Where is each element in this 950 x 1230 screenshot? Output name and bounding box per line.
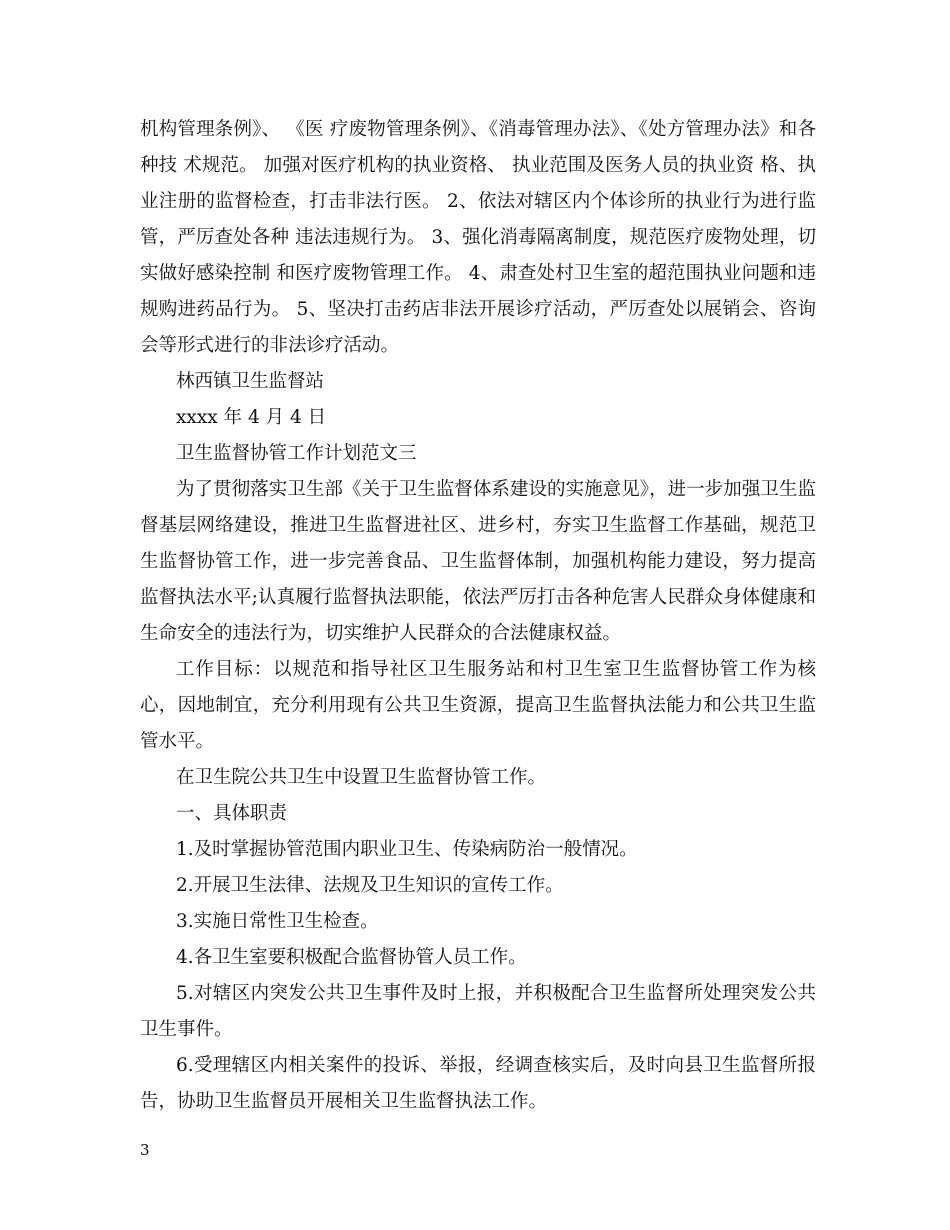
paragraph-setup: 在卫生院公共卫生中设置卫生监督协管工作。 [176, 767, 547, 788]
duty-item-1: 1.及时掌握协管范围内职业卫生、传染病防治一般情况。 [176, 839, 638, 860]
signature-organization: 林西镇卫生监督站 [176, 371, 325, 392]
paragraph-work-goal: 工作目标：以规范和指导社区卫生服务站和村卫生室卫生监督协管工作为核心，因地制宜，充分利用现有公共卫生资源，提高卫生监督执法能力和公共卫生监管水平。 [140, 659, 816, 752]
duty-item-5: 5.对辖区内突发公共卫生事件及时上报，并积极配合卫生监督所处理突发公共卫生事件。 [140, 983, 816, 1040]
duty-item-2: 2.开展卫生法律、法规及卫生知识的宣传工作。 [176, 875, 564, 896]
duty-item-3: 3.实施日常性卫生检查。 [176, 911, 379, 932]
duty-item-4: 4.各卫生室要积极配合监督协管人员工作。 [176, 947, 527, 968]
paragraph-intro: 为了贯彻落实卫生部《关于卫生监督体系建设的实施意见》，进一步加强卫生监督基层网络建设，推进卫生监督进社区、进乡村，夯实卫生监督工作基础，规范卫生监督协管工作，进一步完善食品、卫生监督体制，加强机构能力建设，努力提高监督执法水平;认真履行监督执法职能，依法严厉打击各种危害人民群众身体健康和生命安全的违法行为，切实维护人民群众的合法健康权益。 [140, 479, 816, 644]
page-number: 3 [140, 1141, 150, 1159]
document-body [140, 112, 816, 1120]
duty-item-6: 6.受理辖区内相关案件的投诉、举报，经调查核实后，及时向县卫生监督所报告，协助卫生监督员开展相关卫生监督执法工作。 [140, 1055, 816, 1112]
heading-duties: 一、具体职责 [176, 803, 288, 824]
paragraph-regulations-list: 机构管理条例》、 《医 疗废物管理条例》、《消毒管理办法》、《处方管理办法》和各种技 术规范。 加强对医疗机构的执业资格、 执业范围及医务人员的执业资 格、执业注册的监督检查，打击非法行医。 2、依法对辖区内个体诊所的执业行为进行监管，严厉查处各种 违法违规行为。 3、强化消毒隔离制度，规范医疗废物处理，切实做好感染控制 和医疗废物管理工作。 4、肃查处村卫生室的超范围执业问题和违规购进药品行为。 5、坚决打击药店非法开展诊疗活动，严厉查处以展销会、咨询 会等形式进行的非法诊疗活动。 [140, 119, 816, 356]
signature-date: xxxx 年 4 月 4 日 [176, 407, 327, 428]
section-title: 卫生监督协管工作计划范文三 [176, 443, 417, 464]
